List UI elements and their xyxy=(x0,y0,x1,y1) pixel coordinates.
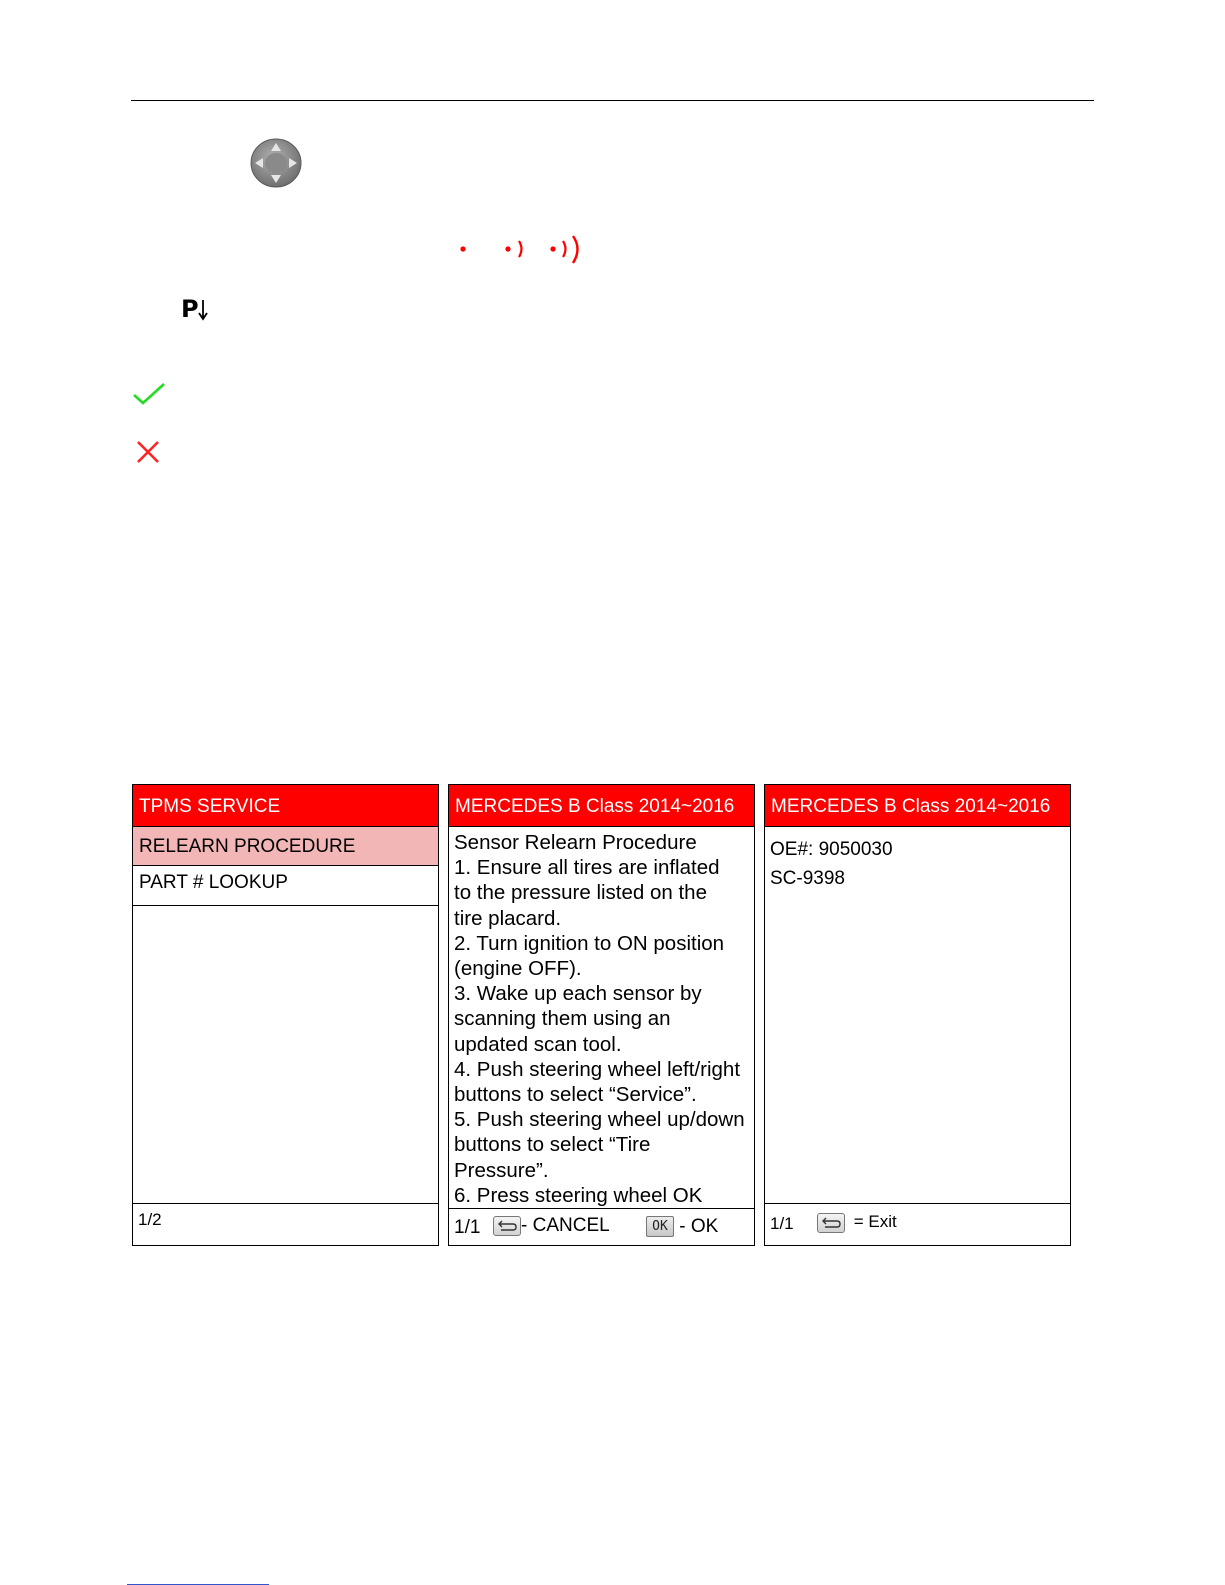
svg-text:P: P xyxy=(181,295,199,323)
procedure-line: updated scan tool. xyxy=(454,1032,622,1056)
cross-icon xyxy=(136,440,160,464)
ok-label: - OK xyxy=(679,1216,719,1237)
part-lookup-screen xyxy=(764,784,1071,1246)
procedure-line: 5. Push steering wheel up/down xyxy=(454,1108,745,1132)
signal-strength-icon xyxy=(455,232,587,268)
screen-footer xyxy=(449,1208,754,1245)
procedure-text xyxy=(454,830,752,1208)
check-mark-icon xyxy=(132,382,166,406)
procedure-line: buttons to select “Tire xyxy=(454,1133,651,1157)
procedure-line: 4. Push steering wheel left/right xyxy=(454,1057,741,1081)
screen-footer xyxy=(765,1203,1070,1245)
screen-header: TPMS SERVICE xyxy=(133,785,438,827)
screen-header: MERCEDES B Class 2014~2016 xyxy=(449,785,754,827)
screen-footer xyxy=(133,1203,438,1245)
procedure-line: (engine OFF). xyxy=(454,957,582,981)
procedure-title: Sensor Relearn Procedure xyxy=(454,831,697,854)
procedure-line: Pressure”. xyxy=(454,1158,549,1182)
procedure-line: 1. Ensure all tires are inflated xyxy=(454,856,720,880)
menu-item-relearn-procedure[interactable]: RELEARN PROCEDURE xyxy=(133,827,438,866)
exit-label: = Exit xyxy=(853,1212,897,1231)
pressure-down-icon xyxy=(180,293,212,323)
procedure-line: buttons to select “Service”. xyxy=(454,1083,697,1107)
page-indicator: 1/1 xyxy=(770,1214,794,1233)
relearn-procedure-screen xyxy=(448,784,755,1246)
procedure-line: 6. Press steering wheel OK xyxy=(454,1183,703,1207)
page-indicator: 1/2 xyxy=(138,1210,162,1229)
ok-key-icon: OK xyxy=(646,1216,674,1237)
procedure-line: to the pressure listed on the xyxy=(454,881,707,905)
procedure-line: 3. Wake up each sensor by xyxy=(454,982,702,1006)
menu-item-part-lookup[interactable]: PART # LOOKUP xyxy=(133,866,438,906)
oe-number: OE#: 9050030 xyxy=(770,839,893,860)
back-arrow-icon xyxy=(817,1213,845,1233)
page-indicator: 1/1 xyxy=(454,1217,481,1238)
header-rule xyxy=(131,100,1094,101)
procedure-line: scanning them using an xyxy=(454,1007,671,1031)
tpms-service-screen xyxy=(132,784,439,1246)
screen-header: MERCEDES B Class 2014~2016 xyxy=(765,785,1070,827)
cancel-label: - CANCEL xyxy=(521,1215,610,1236)
navigation-pad-icon xyxy=(250,138,302,188)
back-arrow-icon xyxy=(493,1216,521,1236)
exit-button[interactable] xyxy=(817,1212,897,1233)
cancel-button[interactable] xyxy=(493,1215,610,1237)
part-number: SC-9398 xyxy=(770,868,845,889)
ok-button[interactable] xyxy=(646,1216,718,1238)
procedure-line: 2. Turn ignition to ON position xyxy=(454,931,725,955)
part-info xyxy=(770,835,893,893)
procedure-line: tire placard. xyxy=(454,906,562,930)
